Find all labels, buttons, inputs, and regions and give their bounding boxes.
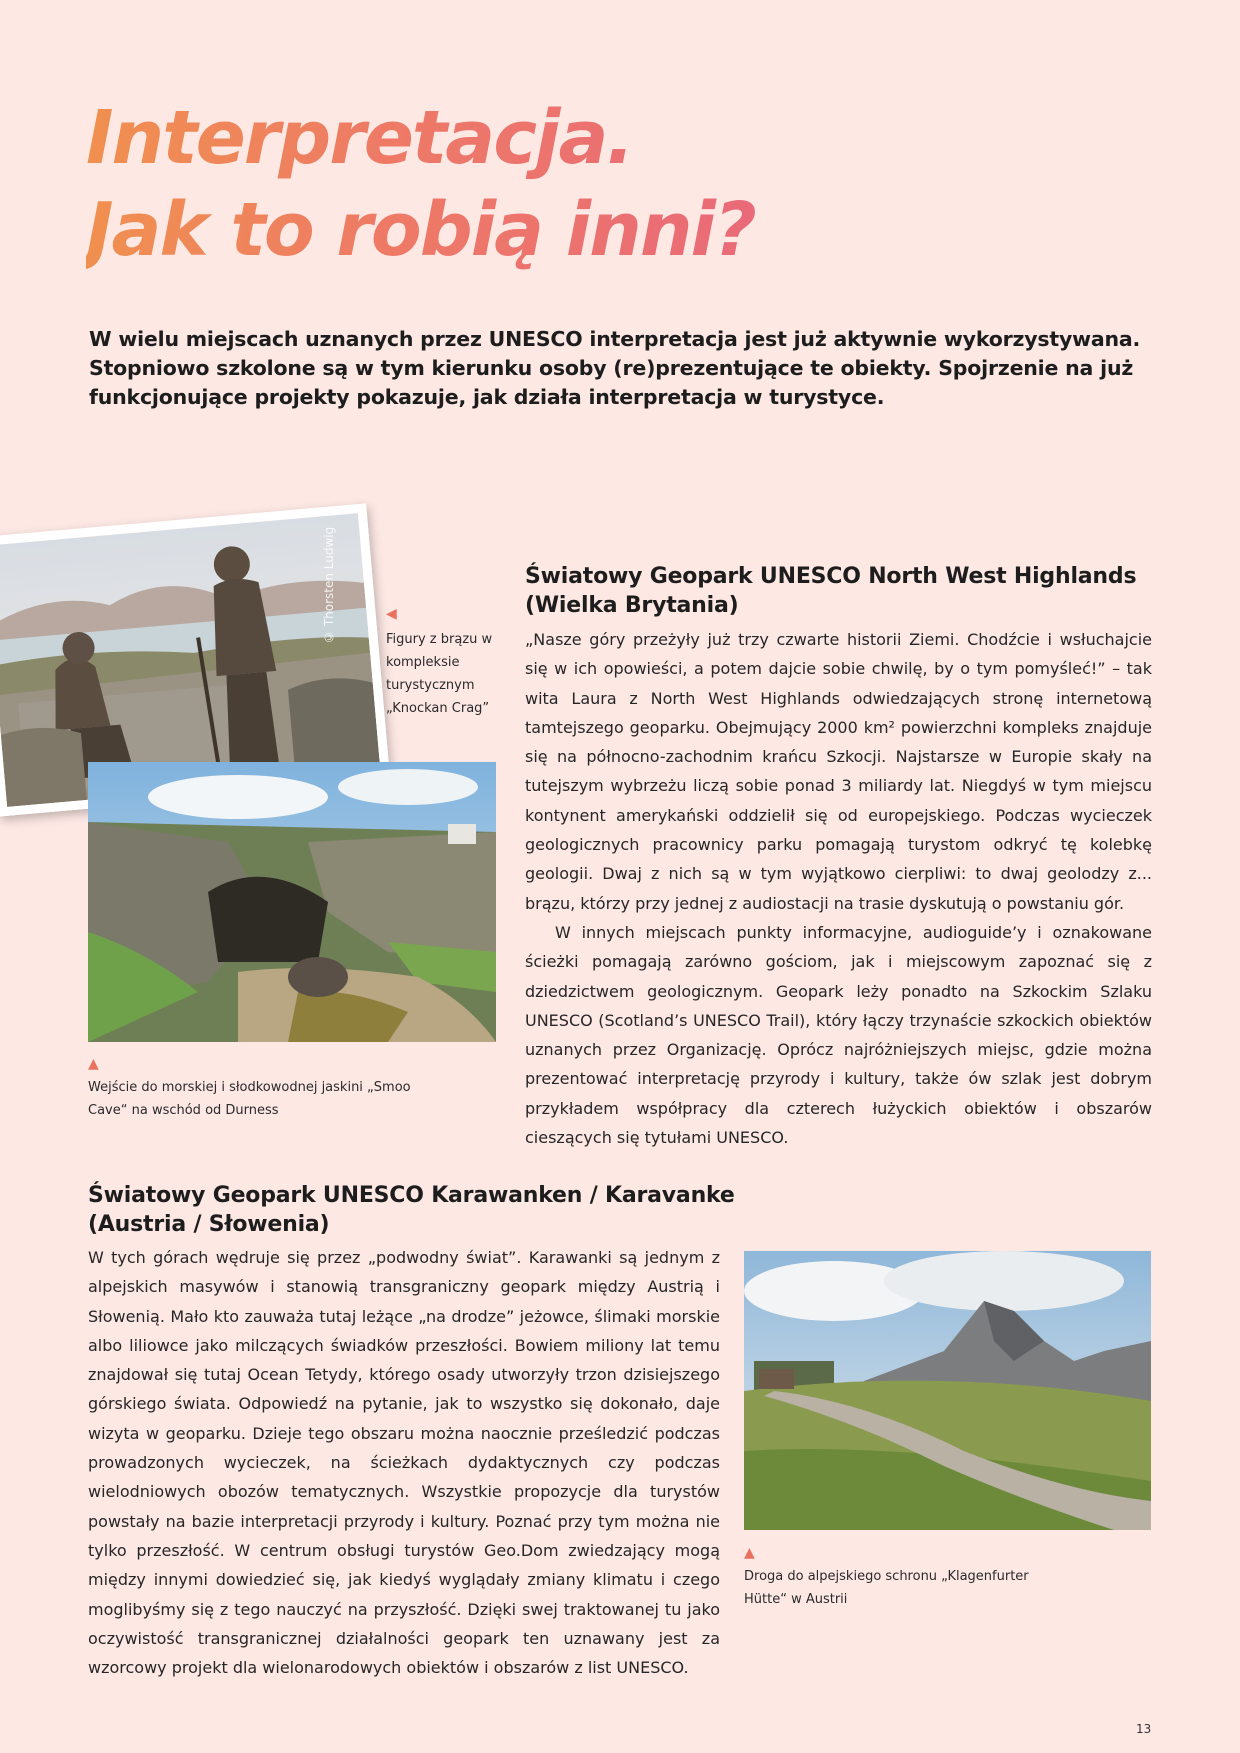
section-heading-karawanken [88,1181,748,1239]
title-line-2: Jak to robią inni? [86,187,755,273]
heading-line-1: Światowy Geopark UNESCO Karawanken / Karavanke [88,1183,735,1208]
section-2-body [88,1243,720,1682]
lead-paragraph: W wielu miejscach uznanych przez UNESCO interpretacja jest już aktywnie wykorzystywana. Stopniowo szkolone są w tym kierunku osoby (re)prezentujące te obiekty. Spojrzenie na już funkcjonujące projekty pokazuje, jak działa interpretacja w turystyce. [89,327,1141,409]
section-heading-north-west-highlands [525,562,1165,620]
caption-smoo-cave: Wejście do morskiej i słodkowodnej jaskini „Smoo Cave“ na wschód od Durness [88,1080,411,1118]
caption-arrow-left-icon: ◀ [386,606,397,622]
heading-line-2: (Austria / Słowenia) [88,1212,330,1237]
smoo-cave-photo [88,762,496,1042]
alpine-path-photo [744,1251,1151,1530]
caption-arrow-up-icon: ▲ [744,1545,755,1561]
section-2-paragraph-1: W tych górach wędruje się przez „podwodny świat”. Karawanki są jednym z alpejskich masywów i stanowią transgraniczny geopark między Austrią i Słowenią. Mało kto zauważa tutaj leżące „na drodze” jeżowce, ślimaki morskie albo liliowce jako milczących świadków przeszłości. Bowiem miliony lat temu znajdował się tutaj Ocean Tetydy, którego osady utworzyły trzon dzisiejszego górskiego świata. Odpowiedź na pytanie, jak to wszystko się dokonało, daje wizyta w geoparku. Dzieje tego obszaru można naocznie prześledzić podczas prowadzonych wycieczek, na ścieżkach dydaktycznych czy podczas wielodniowych obozów tematycznych. Wszystkie propozycje dla turystów powstały na bazie interpretacji przyrody i kultury. Poznać przy tym można nie tylko przeszłość. W centrum obsługi turystów Geo.Dom zwiedzający mogą między innymi dowiedzieć się, jak kiedyś wyglądały zmiany klimatu i czego moglibyśmy się z tego nauczyć na przyszłość. Dzięki swej traktowanej tu jako oczywistość transgranicznej działalności geopark ten uznawany jest za wzorcowy projekt dla wielonarodowych obiektów i obszarów z list UNESCO. [88,1248,720,1678]
heading-line-1: Światowy Geopark UNESCO North West Highlands [525,564,1137,589]
section-1-paragraph-1: „Nasze góry przeżyły już trzy czwarte historii Ziemi. Chodźcie i wsłuchajcie się w ich opowieści, a potem dajcie sobie chwilę, by o tym pomyśleć!” – tak wita Laura z North West Highlands odwiedzających stronę internetową tamtejszego geoparku. Obejmujący 2000 km² powierzchni kompleks znajduje się na północno-zachodnim krańcu Szkocji. Najstarsze w Europie skały na tutejszym wybrzeżu liczą sobie ponad 3 miliardy lat. Niegdyś w tym miejscu kontynent amerykański oddzielił się od europejskiego. Podczas wycieczek geologicznych pracownicy parku pomagają turystom odkryć tę kolebkę geologii. Dwaj z nich są w tym wyjątkowo cierpliwi: to dwaj geolodzy z... brązu, którzy przy jednej z audiostacji na trasie dyskutują o powstaniu gór. [525,630,1152,913]
heading-line-2: (Wielka Brytania) [525,593,739,618]
section-1-paragraph-2: W innych miejscach punkty informacyjne, audioguide’y i oznakowane ścieżki pomagają zarówno gościom, jak i miejscowym zapoznać się z dziedzictwem geologicznym. Geopark leży ponadto na Szkockim Szlaku UNESCO (Scotland’s UNESCO Trail), który łączy trzynaście szkockich obiektów uznanych przez Organizację. Oprócz najróżniejszych miejsc, gdzie można prezentować interpretację przyrody i kultury, także ów szlak jest dobrym przykładem współpracy dla czterech łużyckich obiektów i obszarów cieszących się tytułami UNESCO. [525,922,1152,1148]
photo-credit: © Thorsten Ludwig [322,526,336,644]
page-title [86,92,755,276]
section-1-body [525,625,1152,1152]
caption-knockan-crag: Figury z brązu w kompleksie turystycznym „Knockan Crag” [386,632,493,716]
page-number: 13 [1136,1722,1152,1736]
caption-arrow-up-icon: ▲ [88,1056,99,1072]
title-line-1: Interpretacja. [86,95,633,181]
caption-klagenfurter-hutte: Droga do alpejskiego schronu „Klagenfurter Hütte“ w Austrii [744,1569,1029,1607]
